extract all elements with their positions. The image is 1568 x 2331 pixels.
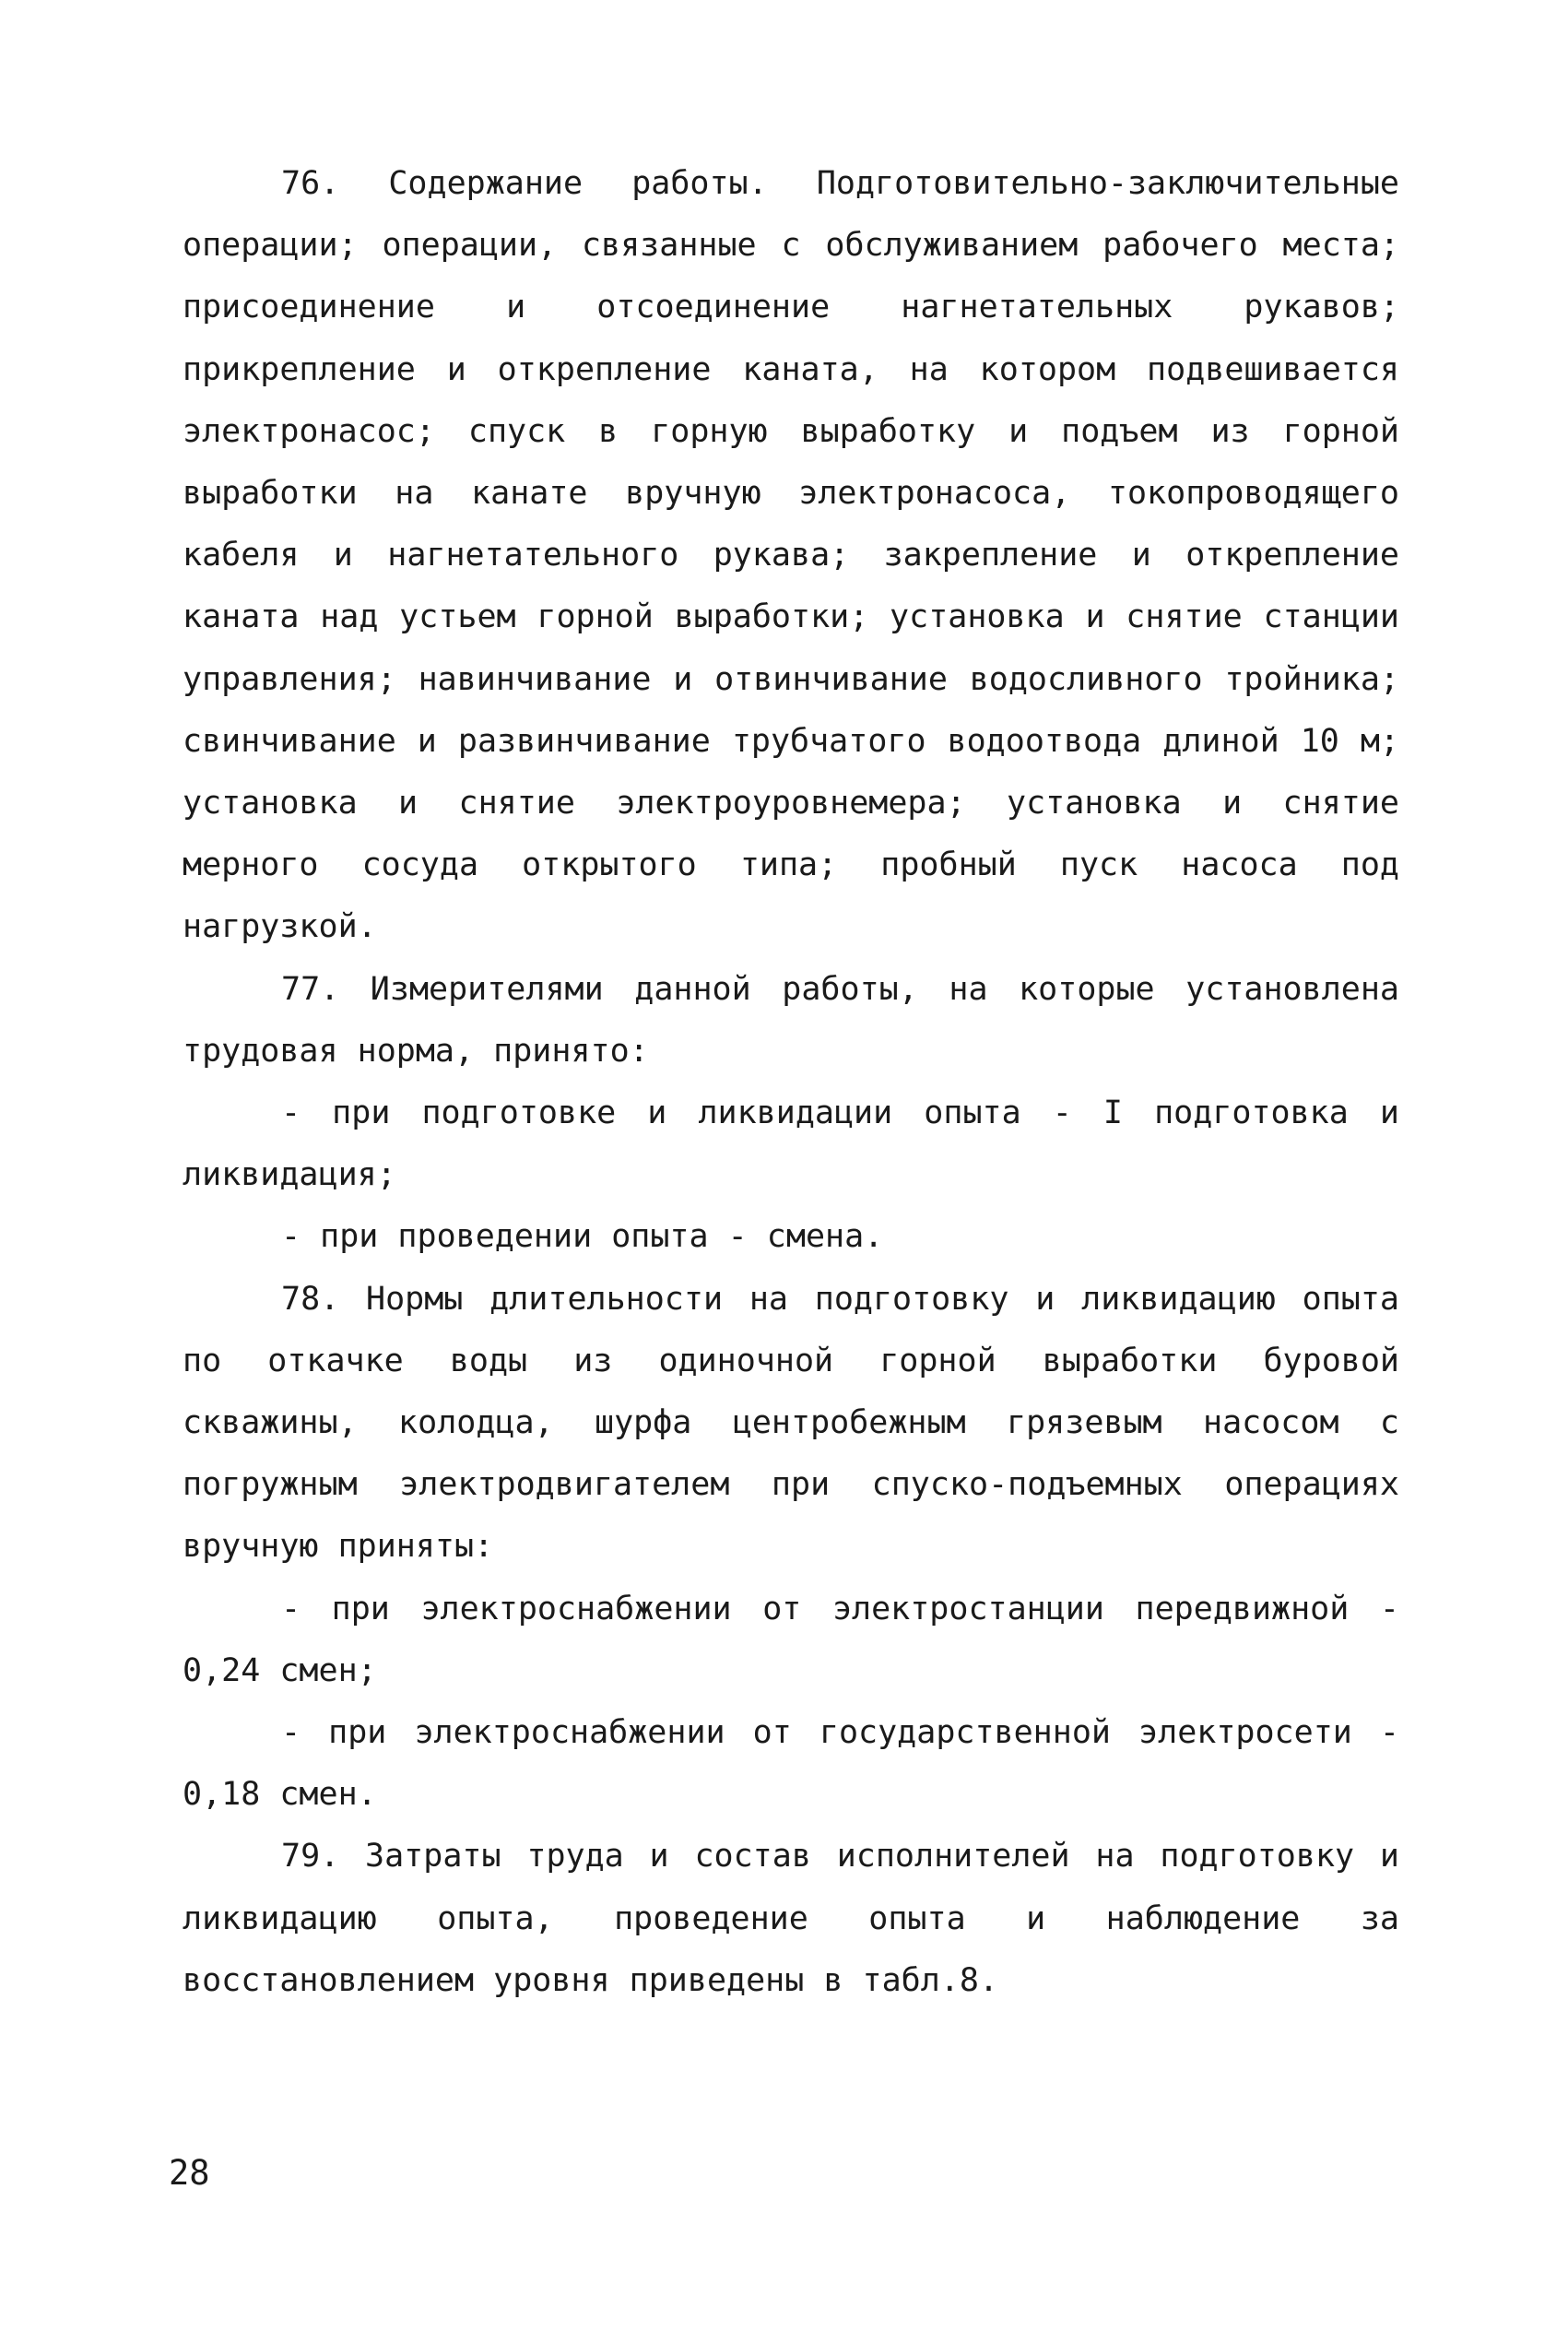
body-text [183, 153, 1399, 2012]
page-number: 28 [169, 2153, 210, 2193]
list-item-mobile-power-norm: - при электроснабжении от электростанции передвижной - 0,24 смен; [183, 1590, 1399, 1689]
paragraph-78: 78. Нормы длительности на подготовку и ликвидацию опыта по откачке воды из одиночной горной выработки буровой скважины, колодца, шурфа центробежным грязевым насосом с погружным электродвигателем при спуско-подъемных операциях вручную приняты: [183, 1280, 1399, 1566]
list-item-conduct-measure: - при проведении опыта - смена. [281, 1218, 884, 1256]
list-item-preparation-measure: - при подготовке и ликвидации опыта - I подготовка и ликвидация; [183, 1095, 1399, 1194]
paragraph-76: 76. Содержание работы. Подготовительно-заключительные операции; операции, связанные с обслуживанием рабочего места; присоединение и отсоединение нагнетательных рукавов; прикрепление и открепление каната, на котором подвешивается электронасос; спуск в горную выработку и подъем из горной выработки на канате вручную электронасоса, токопроводящего кабеля и нагнетательного рукава; закрепление и открепление каната над устьем горной выработки; установка и снятие станции управления; навинчивание и отвинчивание водосливного тройника; свинчивание и развинчивание трубчатого водоотвода длиной 10 м; установка и снятие электроуровнемера; установка и снятие мерного сосуда открытого типа; пробный пуск насоса под нагрузкой. [183, 165, 1399, 946]
paragraph-79: 79. Затраты труда и состав исполнителей на подготовку и ликвидацию опыта, проведение опыта и наблюдение за восстановлением уровня приведены в табл.8. [183, 1838, 1399, 1999]
list-item-grid-power-norm: - при электроснабжении от государственной электросети - 0,18 смен. [183, 1714, 1399, 1814]
paragraph-77: 77. Измерителями данной работы, на которые установлена трудовая норма, принято: [183, 970, 1399, 1070]
